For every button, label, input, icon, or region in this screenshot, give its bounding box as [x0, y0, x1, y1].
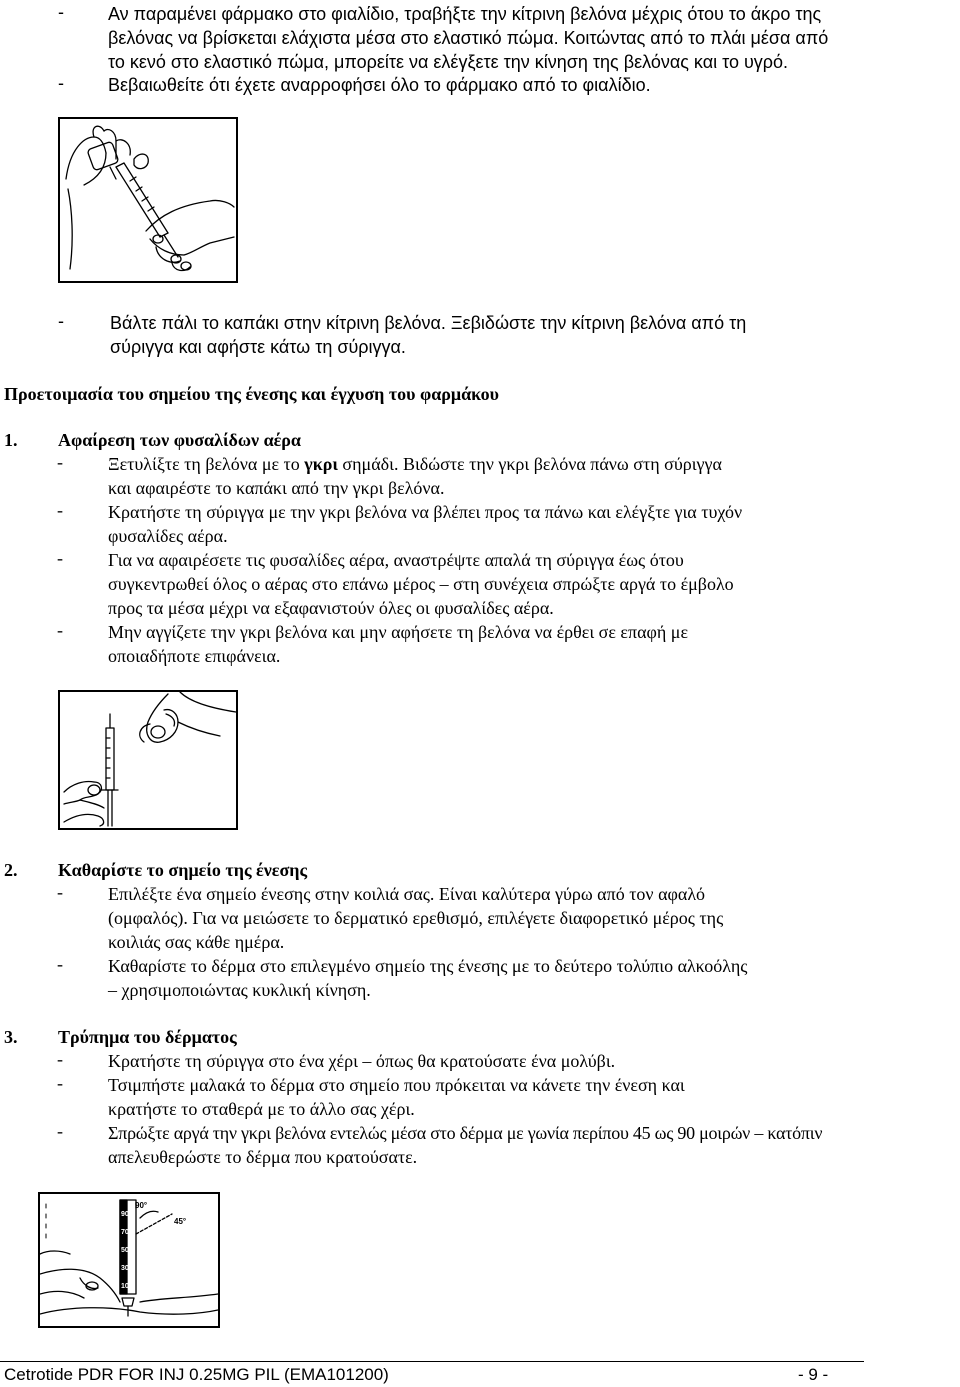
figure-air-bubbles — [58, 690, 238, 830]
text-line: βελόνας να βρίσκεται ελάχιστα μέσα στο ελαστικό πώμα. Κοιτώντας από το πλάι μέσα από — [108, 28, 829, 48]
bullet-dash: - — [57, 452, 63, 472]
text-line: Για να αφαιρέσετε τις φυσαλίδες αέρα, αναστρέψτε απαλά τη σύριγγα έως ότου — [108, 550, 684, 570]
bullet-dash: - — [58, 73, 64, 93]
text-line: Σπρώξτε αργά την γκρι βελόνα εντελώς μέσα στο δέρμα με γωνία περίπου 45 ως 90 μοιρών – κατόπιν — [108, 1123, 823, 1143]
step-number: 2. — [4, 860, 18, 880]
text-line: Τσιμπήστε μαλακά το δέρμα στο σημείο που πρόκειται να κάνετε την ένεση και — [108, 1075, 685, 1095]
injection-angle-illustration — [40, 1194, 218, 1326]
text-line: κρατήστε το σταθερά με το άλλο σας χέρι. — [108, 1099, 415, 1119]
figure-injection-angle — [38, 1192, 220, 1328]
bullet-dash: - — [57, 1121, 63, 1141]
scale-label: 10 — [121, 1283, 129, 1290]
text-line: οποιαδήποτε επιφάνεια. — [108, 646, 281, 666]
step-number: 1. — [4, 430, 18, 450]
step-title: Καθαρίστε το σημείο της ένεσης — [58, 860, 308, 880]
text-line: κοιλιάς σας κάθε ημέρα. — [108, 932, 285, 952]
scale-label: 30 — [121, 1265, 129, 1272]
bullet-dash: - — [58, 2, 64, 22]
text-line: – χρησιμοποιώντας κυκλική κίνηση. — [108, 980, 371, 1000]
scale-label: 90 — [121, 1211, 129, 1218]
text-line: προς τα μέσα μέχρι να εξαφανιστούν όλες οι φυσαλίδες αέρα. — [108, 598, 554, 618]
text-line: Επιλέξτε ένα σημείο ένεσης στην κοιλιά σας. Είναι καλύτερα γύρω από τον αφαλό — [108, 884, 706, 904]
footer-rule — [0, 1361, 864, 1362]
text-line: σύριγγα και αφήστε κάτω τη σύριγγα. — [110, 337, 406, 357]
angle-45-label: 45° — [174, 1217, 187, 1226]
text-line: Μην αγγίζετε την γκρι βελόνα και μην αφήσετε τη βελόνα να έρθει σε επαφή με — [108, 622, 689, 642]
text-line — [108, 452, 722, 476]
bullet-dash: - — [57, 1073, 63, 1093]
text-run: Ξετυλίξτε τη βελόνα με το — [108, 454, 305, 474]
text-line: το κενό στο ελαστικό πώμα, μπορείτε να ελέγξετε την κίνηση της βελόνας και το υγρό. — [108, 52, 789, 72]
bullet-dash: - — [57, 882, 63, 902]
text-line: Κρατήστε τη σύριγγα στο ένα χέρι – όπως θα κρατούσατε ένα μολύβι. — [108, 1051, 616, 1071]
text-line: Καθαρίστε το δέρμα στο επιλεγμένο σημείο της ένεσης με το δεύτερο τολύπιο αλκοόλης — [108, 956, 748, 976]
text-line: συγκεντρωθεί όλος ο αέρας στο επάνω μέρος – στη συνέχεια σπρώξτε αργά το έμβολο — [108, 574, 734, 594]
angle-90-label: 90° — [135, 1201, 148, 1210]
bold-text-run: γκρι — [304, 454, 338, 474]
footer-document-id: Cetrotide PDR FOR INJ 0.25MG PIL (EMA101200) — [4, 1365, 389, 1384]
figure-vial-syringe — [58, 117, 238, 283]
step-title: Αφαίρεση των φυσαλίδων αέρα — [58, 430, 301, 450]
bullet-dash: - — [57, 1049, 63, 1069]
air-bubbles-illustration — [60, 692, 236, 828]
text-run: σημάδι. Βιδώστε την γκρι βελόνα πάνω στη σύριγγα — [337, 454, 722, 474]
section-heading: Προετοιμασία του σημείου της ένεσης και έγχυση του φαρμάκου — [4, 384, 499, 404]
bullet-dash: - — [57, 620, 63, 640]
step-number: 3. — [4, 1027, 18, 1047]
text-line: Κρατήστε τη σύριγγα με την γκρι βελόνα να βλέπει προς τα πάνω και ελέγξτε για τυχόν — [108, 502, 743, 522]
text-line: Βεβαιωθείτε ότι έχετε αναρροφήσει όλο το φάρμακο από το φιαλίδιο. — [108, 75, 651, 95]
bullet-dash: - — [57, 500, 63, 520]
scale-label: 70 — [121, 1229, 129, 1236]
text-line: Βάλτε πάλι το καπάκι στην κίτρινη βελόνα. Ξεβιδώστε την κίτρινη βελόνα από τη — [110, 313, 747, 333]
bullet-dash: - — [58, 311, 64, 331]
step-title: Τρύπημα του δέρματος — [58, 1027, 237, 1047]
scale-label: 50 — [121, 1247, 129, 1254]
text-line: φυσαλίδες αέρα. — [108, 526, 228, 546]
text-line: (ομφαλός). Για να μειώσετε το δερματικό ερεθισμό, επιλέγετε διαφορετικό μέρος της — [108, 908, 724, 928]
text-line: και αφαιρέστε το καπάκι από την γκρι βελόνα. — [108, 478, 445, 498]
vial-syringe-illustration — [60, 119, 236, 281]
bullet-dash: - — [57, 548, 63, 568]
bullet-dash: - — [57, 954, 63, 974]
text-line: απελευθερώστε το δέρμα που κρατούσατε. — [108, 1147, 418, 1167]
text-line: Αν παραμένει φάρμακο στο φιαλίδιο, τραβήξτε την κίτρινη βελόνα μέχρις ότου το άκρο της — [108, 4, 822, 24]
footer-page-number: - 9 - — [798, 1365, 829, 1384]
